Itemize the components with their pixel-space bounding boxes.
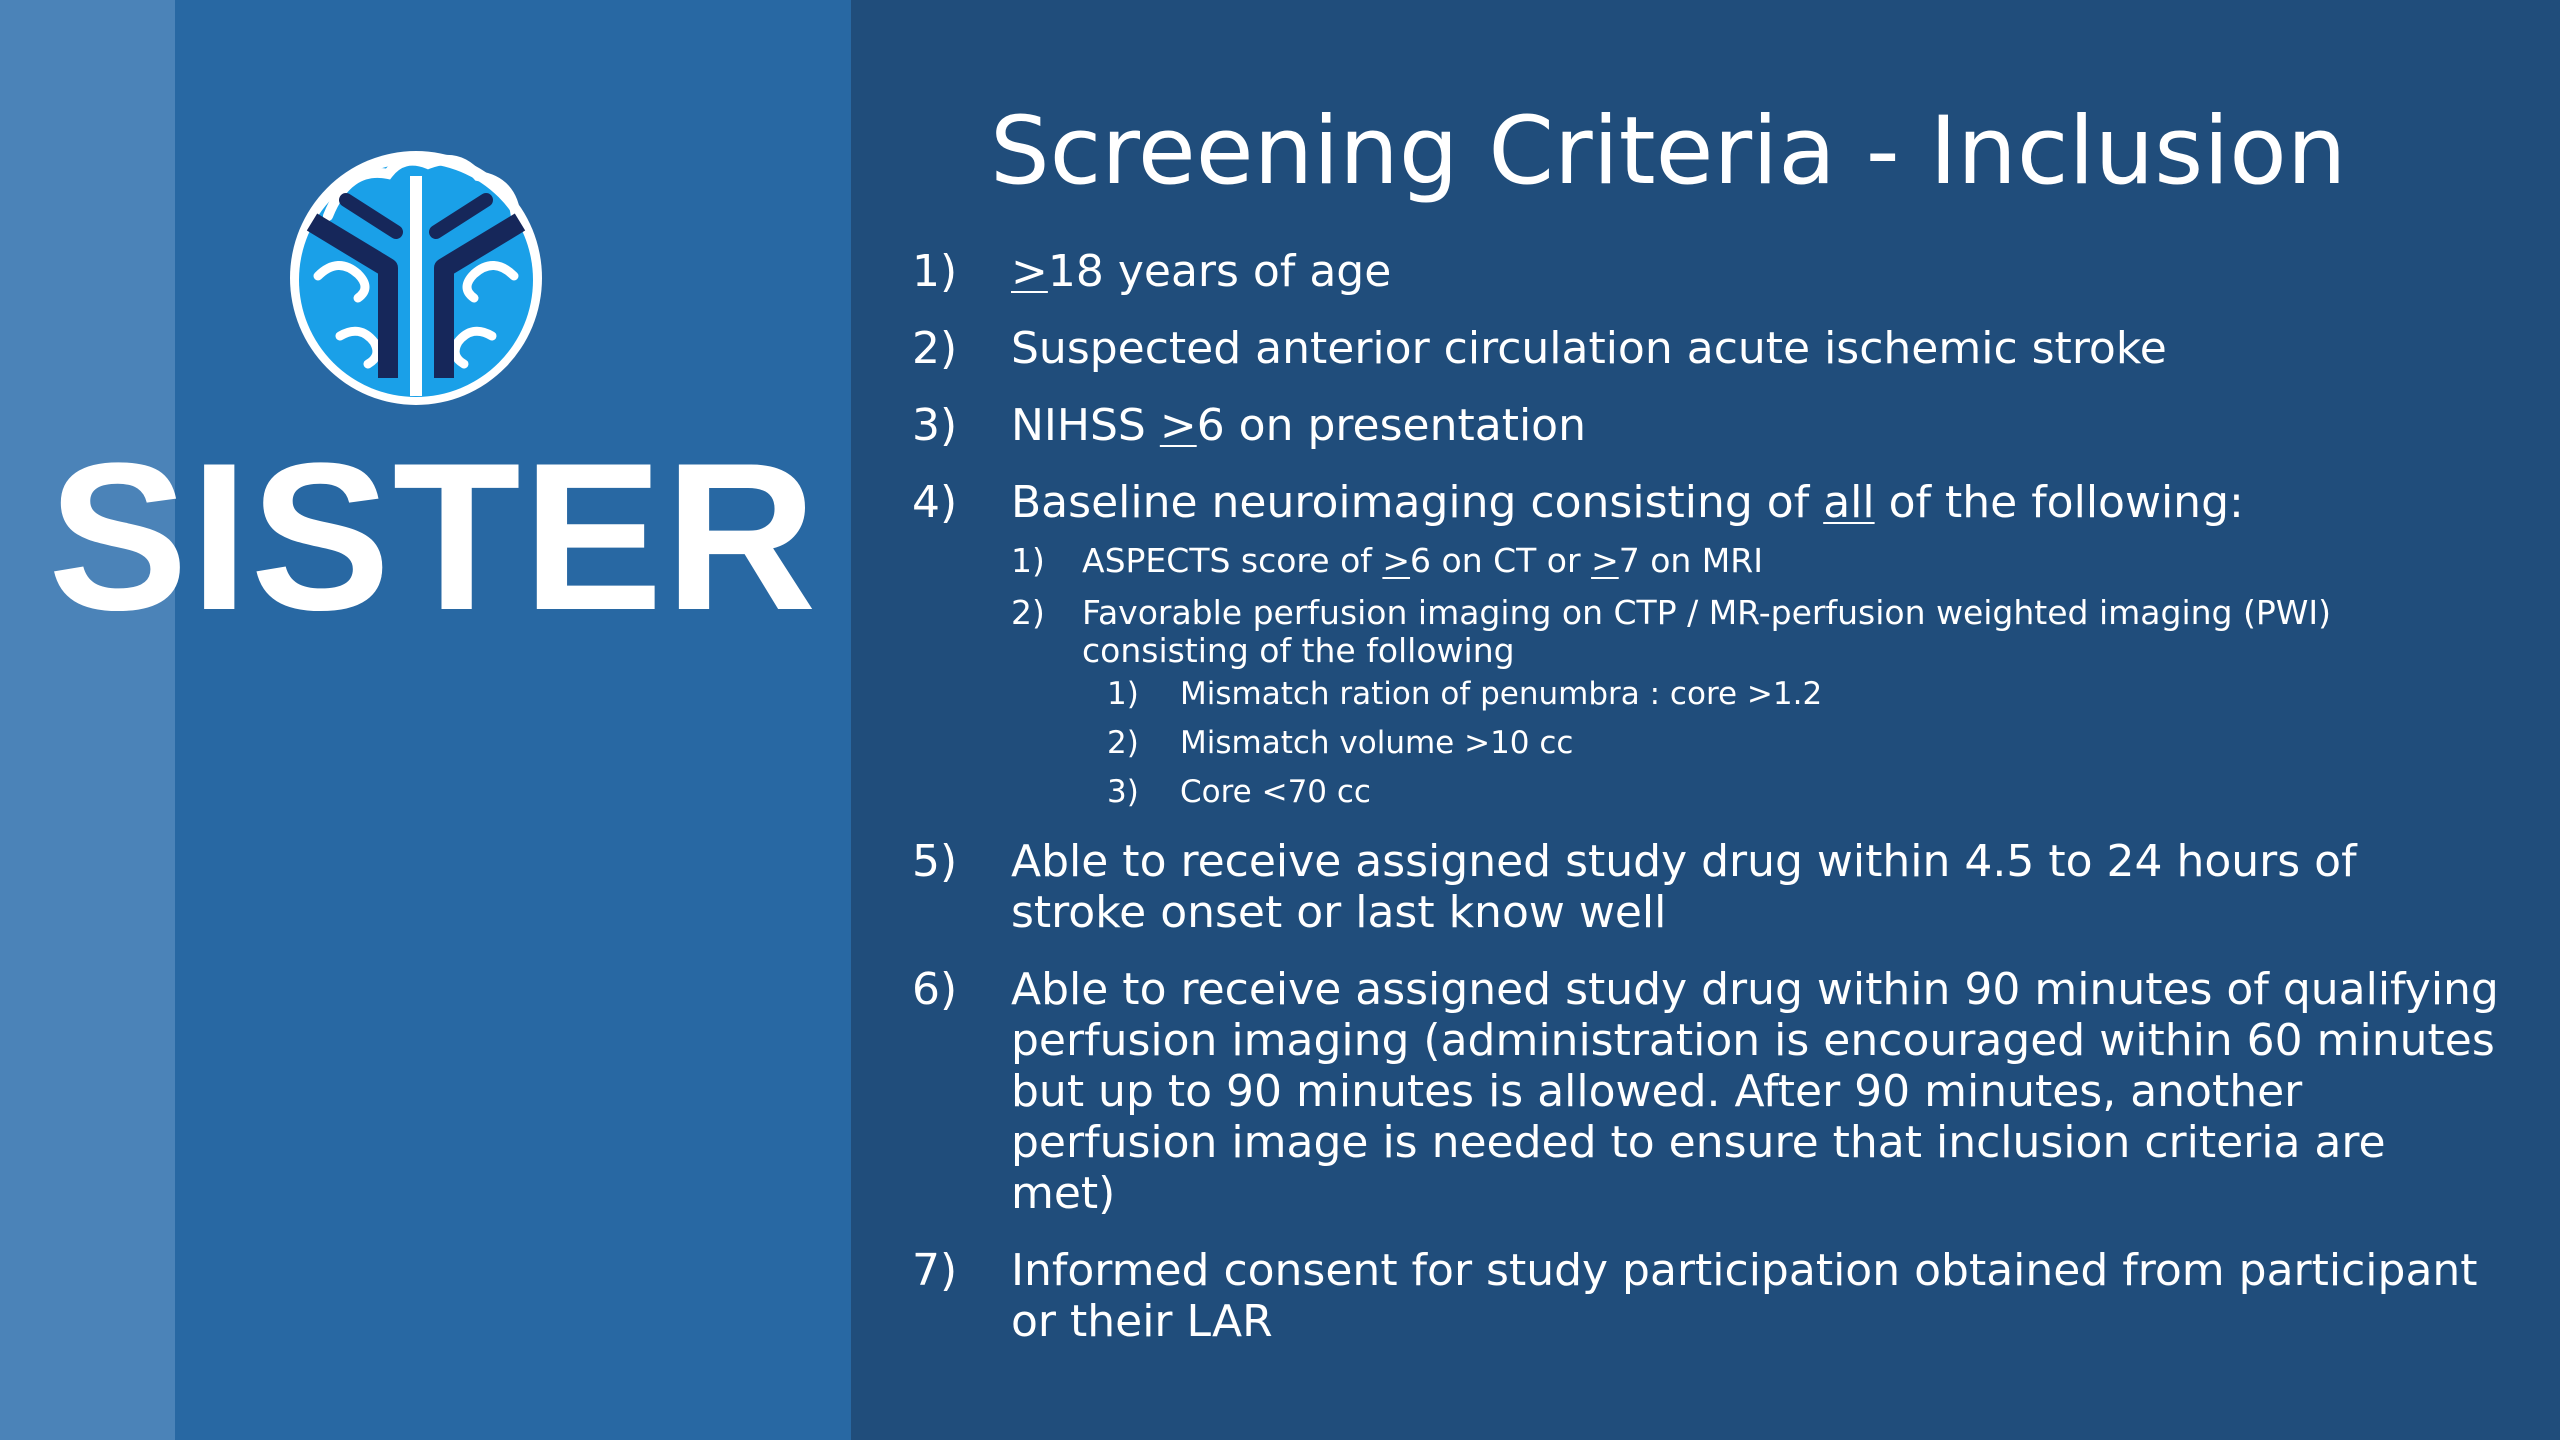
criterion-3 (912, 400, 2502, 451)
greater-equal-symbol: > (1159, 400, 1197, 451)
criterion-4-sublist (912, 542, 2502, 810)
sub-criterion-4-2 (1011, 594, 2502, 670)
criterion-number: 7) (912, 1245, 958, 1296)
sub-criterion-number: 1) (1011, 541, 1045, 580)
criterion-3-post: 6 on presentation (1196, 400, 1586, 451)
criterion-text (1011, 477, 2502, 528)
criterion-text: Informed consent for study participation obtained from participant or their LAR (1011, 1245, 2478, 1347)
sub-criterion-text (1082, 542, 1763, 580)
criterion-text (1011, 246, 2502, 297)
criterion-4 (912, 477, 2502, 528)
sub-criterion-number: 2) (1011, 593, 1045, 632)
sub-1-post: 7 on MRI (1618, 541, 1763, 580)
criterion-number: 5) (912, 836, 958, 887)
inclusion-criteria-list (912, 246, 2502, 1373)
slide-title: Screening Criteria - Inclusion (990, 97, 2347, 206)
greater-equal-symbol: > (1382, 541, 1411, 580)
greater-equal-symbol: > (1591, 541, 1619, 580)
criterion-text (1011, 400, 2502, 451)
criterion-number: 6) (912, 964, 958, 1015)
sub-criterion-text: Favorable perfusion imaging on CTP / MR-perfusion weighted imaging (PWI) consisting of the following (1082, 593, 2331, 670)
perfusion-sublist (912, 676, 2502, 810)
brain-icon (288, 146, 544, 406)
perfusion-criterion-text: Core <70 cc (1180, 774, 1371, 810)
perfusion-criterion-number: 1) (1107, 676, 1139, 712)
perfusion-criterion (1107, 725, 2502, 761)
criterion-4-pre: Baseline neuroimaging consisting of (1011, 477, 1824, 528)
perfusion-criterion (1107, 774, 2502, 810)
left-accent-strip (0, 0, 175, 1440)
perfusion-criterion-number: 2) (1107, 725, 1139, 761)
criterion-4-post: of the following: (1874, 477, 2244, 528)
perfusion-criterion-text: Mismatch volume >10 cc (1180, 725, 1574, 761)
criterion-5 (912, 836, 2502, 938)
criterion-number: 4) (912, 477, 958, 528)
criterion-number: 1) (912, 246, 958, 297)
logo-wordmark: SISTER (48, 419, 819, 654)
perfusion-criterion (1107, 676, 2502, 712)
perfusion-criterion-text: Mismatch ration of penumbra : core >1.2 (1180, 676, 1823, 712)
criterion-1-text: 18 years of age (1047, 246, 1392, 297)
criterion-2 (912, 323, 2502, 374)
greater-equal-symbol: > (1011, 246, 1048, 297)
criterion-text: Suspected anterior circulation acute ischemic stroke (1011, 323, 2167, 374)
sub-criterion-4-1 (1011, 542, 2502, 580)
criterion-text: Able to receive assigned study drug within 90 minutes of qualifying perfusion imaging (administration is encouraged within 60 minutes but up to 90 minutes is allowed. After 90 minutes, another perfusion image is needed to ensure that inclusion criteria are met) (1011, 964, 2499, 1219)
emphasis-all: all (1823, 477, 1875, 528)
perfusion-criterion-number: 3) (1107, 774, 1139, 810)
criterion-6 (912, 964, 2502, 1219)
criterion-7 (912, 1245, 2502, 1347)
criterion-number: 3) (912, 400, 958, 451)
sub-1-pre: ASPECTS score of (1082, 541, 1383, 580)
sub-1-mid: 6 on CT or (1410, 541, 1592, 580)
criterion-1 (912, 246, 2502, 297)
criterion-number: 2) (912, 323, 958, 374)
criterion-3-pre: NIHSS (1011, 400, 1160, 451)
criterion-text: Able to receive assigned study drug within 4.5 to 24 hours of stroke onset or last know well (1011, 836, 2357, 938)
